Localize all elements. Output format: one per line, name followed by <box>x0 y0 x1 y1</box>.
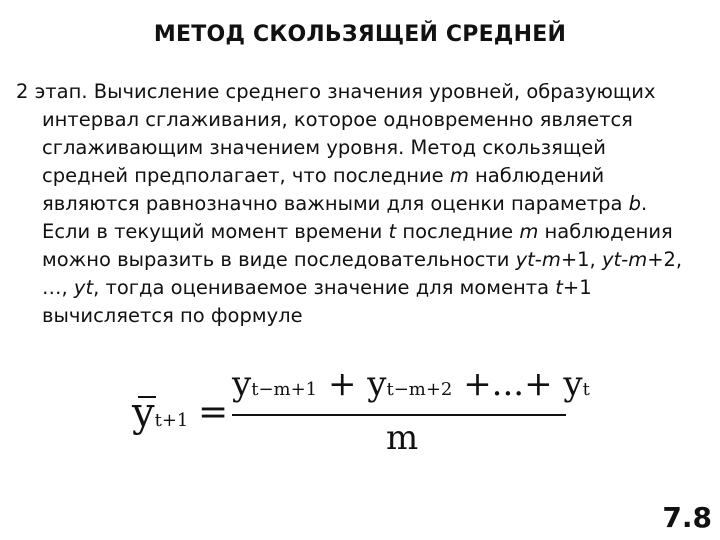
text-fragment: +1 <box>562 276 592 299</box>
formula-lhs-sub: t+1 <box>154 410 189 431</box>
slide-title: МЕТОД СКОЛЬЗЯЩЕЙ СРЕДНЕЙ <box>153 22 567 47</box>
text-line-9: вычисляется по формуле <box>42 304 303 327</box>
text-fragment: можно выразить в виде последовательности <box>42 248 516 271</box>
text-line-5 <box>16 190 706 218</box>
text-line-1: 2 этап. Вычисление среднего значения уровней, образующих <box>16 80 656 103</box>
text-fragment: наблюдения <box>538 220 673 243</box>
term2-var: y <box>367 364 387 404</box>
slide-number: 7.8 <box>662 501 712 534</box>
text-fragment: +1, <box>560 248 602 271</box>
var-b: b <box>628 192 642 215</box>
body-paragraph <box>16 78 706 330</box>
text-line-7 <box>16 246 706 274</box>
formula-lhs-var-wrap <box>132 390 155 436</box>
seq-term-1: yt-m <box>515 248 561 271</box>
var-t: t <box>555 276 563 299</box>
term1-var: y <box>232 364 252 404</box>
text-line-6 <box>16 218 706 246</box>
formula-lhs <box>132 390 188 436</box>
formula-denominator: m <box>386 418 419 458</box>
text-fragment: , тогда оцениваемое значение для момента <box>93 276 556 299</box>
plus-sign: + <box>317 364 368 404</box>
formula-lhs-var: y <box>132 390 155 436</box>
var-m: m <box>449 164 469 187</box>
moving-average-formula <box>132 364 592 470</box>
formula-numerator <box>232 364 590 404</box>
var-t: t <box>388 220 397 243</box>
text-fragment: …, <box>42 276 74 299</box>
text-line-2: интервал сглаживания, которое одновременно является <box>42 108 633 131</box>
term1-sub: t−m+1 <box>251 379 318 400</box>
equals-sign: = <box>198 392 229 433</box>
term2-sub: t−m+2 <box>386 379 453 400</box>
overline-bar <box>138 396 156 398</box>
seq-term-2: yt-m <box>601 248 648 271</box>
text-fragment: +2, <box>647 248 683 271</box>
term3-var: y <box>563 364 583 404</box>
fraction-bar <box>232 414 566 416</box>
var-yt: yt <box>73 276 94 299</box>
text-fragment: Если в текущий момент времени <box>42 220 389 243</box>
var-m: m <box>519 220 539 243</box>
text-line-8 <box>16 274 706 302</box>
text-line-3: сглаживающим значением уровня. Метод скользящей <box>42 136 606 159</box>
text-line-4 <box>16 162 706 190</box>
text-fragment: средней предполагает, что последние <box>42 164 450 187</box>
text-fragment: последние <box>396 220 520 243</box>
ellipsis-plus: +...+ <box>452 364 564 404</box>
text-fragment: являются равнозначно важными для оценки параметра <box>42 192 629 215</box>
text-fragment: . <box>641 192 648 215</box>
term3-sub: t <box>582 379 590 400</box>
text-fragment: наблюдений <box>468 164 605 187</box>
